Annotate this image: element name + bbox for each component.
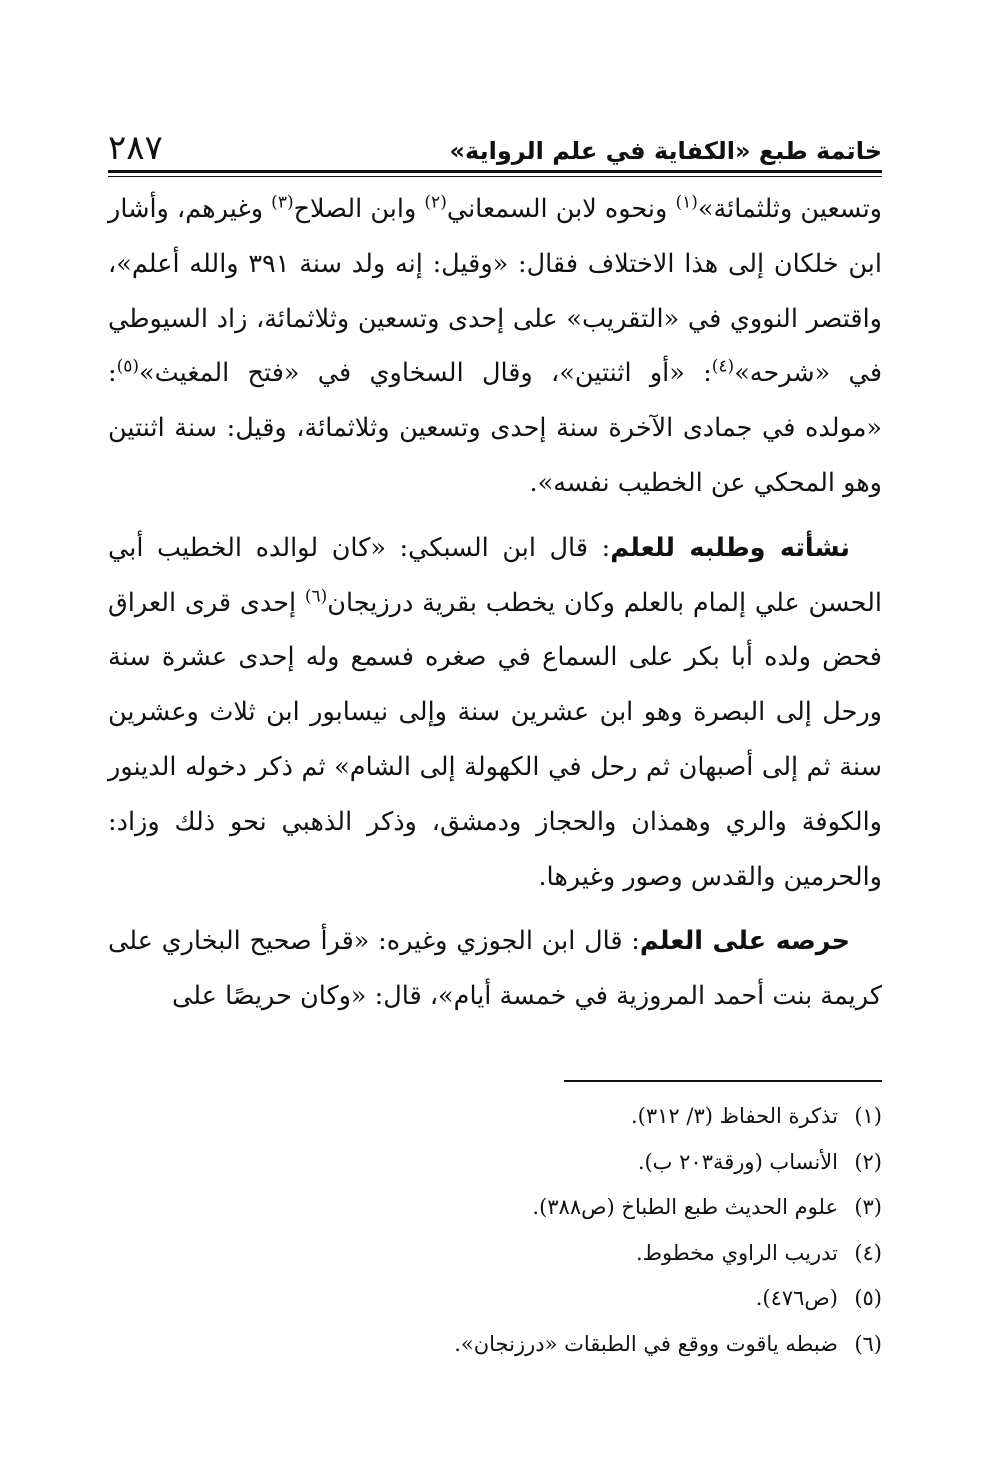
footnote-ref-5[interactable]: (٥) [116, 356, 140, 377]
footnote-1 [108, 1094, 882, 1140]
footnote-number: (١) [854, 1104, 882, 1128]
footnote-separator [564, 1080, 882, 1082]
text-run: وابن الصلاح [293, 194, 425, 224]
text-run: ونحوه لابن السمعاني [446, 194, 676, 224]
footnote-5 [108, 1276, 882, 1322]
text-run: وتسعين وثلثمائة» [697, 194, 883, 224]
page-header [108, 118, 882, 166]
footnote-ref-2[interactable]: (٢) [424, 192, 447, 213]
footnote-ref-1[interactable]: (١) [675, 192, 698, 213]
footnote-4 [108, 1231, 882, 1277]
text-run: وغيرهم، وأشار ابن خلكان إلى هذا الاختلاف فقال: «وقيل: إنه ولد سنة ٣٩١ والله أعلم»، واقتصر النووي في «التقريب» على إحدى وتسعين وثلاثمائة، زاد السيوطي في «شرحه» [108, 194, 883, 389]
footnote-6 [108, 1322, 882, 1368]
text-run: : قال ابن السبكي: «كان لوالده الخطيب أبي الحسن علي إلمام بالعلم وكان يخطب بقرية درزيجان [108, 532, 882, 618]
footnote-ref-3[interactable]: (٣) [271, 192, 294, 213]
footnotes-list [108, 1094, 882, 1368]
footnote-text: علوم الحديث طبع الطباخ (ص٣٨٨). [532, 1195, 838, 1220]
paragraph-birth [108, 182, 882, 511]
paragraph-eagerness [108, 914, 882, 1024]
paragraph-upbringing [108, 521, 882, 905]
footnote-text: تذكرة الحفاظ (٣/ ٣١٢). [631, 1104, 838, 1128]
footnote-text: الأنساب (ورقة٢٠٣ ب). [637, 1149, 838, 1174]
footnote-number: (٢) [854, 1149, 882, 1174]
footnote-number: (٥) [854, 1286, 882, 1311]
text-run: إحدى قرى العراق فحض ولده أبا بكر على السماع في صغره فسمع وله إحدى عشرة سنة ورحل إلى البصرة وهو ابن عشرين سنة وإلى نيسابور ابن ثلاث وعشرين سنة ثم إلى أصبهان ثم رحل في الكهولة إلى الشام» ثم ذكر دخوله الدينور والكوفة والري وهمذان والحجاز ودمشق، وذكر الذهبي نحو ذلك وزاد: والحرمين والقدس وصور وغيرها. [108, 587, 882, 892]
footnote-number: (٦) [854, 1331, 882, 1356]
footnote-text: (ص٤٧٦). [755, 1286, 838, 1311]
main-text [108, 182, 882, 1024]
footnote-ref-6[interactable]: (٦) [304, 586, 328, 607]
section-lead-eagerness: حرصه على العلم [639, 926, 850, 957]
footnote-3 [108, 1185, 882, 1231]
footnote-text: ضبطه ياقوت ووقع في الطبقات «درزنجان». [454, 1331, 838, 1356]
text-run: : «أو اثنتين»، وقال السخاوي في «فتح المغيث» [139, 358, 712, 389]
header-rule-thin [108, 176, 882, 177]
header-rule-thick [108, 170, 882, 173]
footnote-number: (٣) [854, 1195, 882, 1220]
text-run: : «مولده في جمادى الآخرة سنة إحدى وتسعين وثلاثمائة، وقيل: سنة اثنتين وهو المحكي عن الخطيب نفسه». [108, 358, 882, 498]
section-lead-upbringing: نشأته وطلبه للعلم [610, 532, 850, 563]
page-number: ٢٨٧ [108, 128, 163, 168]
footnote-text: تدريب الراوي مخطوط. [635, 1240, 838, 1265]
footnote-number: (٤) [854, 1240, 882, 1265]
running-head: خاتمة طبع «الكفاية في علم الرواية» [449, 137, 882, 165]
text-run: : قال ابن الجوزي وغيره: «قرأ صحيح البخاري على كريمة بنت أحمد المروزية في خمسة أيام»، قال: «وكان حريصًا على [108, 926, 882, 1012]
footnote-2 [108, 1140, 882, 1186]
footnote-ref-4[interactable]: (٤) [711, 356, 735, 377]
